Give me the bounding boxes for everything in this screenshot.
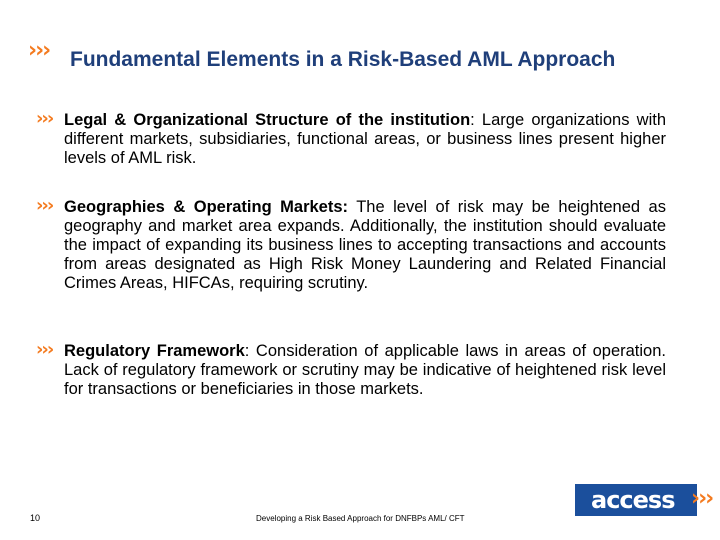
slide-title: Fundamental Elements in a Risk-Based AML Approach [70,48,616,71]
chevrons-icon: ››› [691,486,713,511]
bullet-heading: Geographies & Operating Markets: [64,198,349,216]
logo-wordmark: access [591,486,675,514]
bullet-geographies [36,195,666,293]
bullet-body: The level of risk may be heightened as geography and market area expands. Additionally, the institution should evaluate the impact of expanding its business lines to accepting transactions and accounts from areas designated as High Risk Money Laundering and Related Financial Crimes Areas, HIFCAs, requiring scrutiny. [64,198,666,292]
bullet-text [64,342,666,399]
bullet-chevrons-icon: ››› [36,339,53,360]
slide-header [28,38,708,78]
bullet-chevrons-icon: ››› [36,108,53,129]
bullet-body: : Large organizations with different markets, subsidiaries, functional areas, or business lines present higher levels of AML risk. [64,111,666,167]
bullet-heading: Regulatory Framework [64,342,245,360]
bullet-body: : Consideration of applicable laws in areas of operation. Lack of regulatory framework or scrutiny may be indicative of heightened risk level for transactions or beneficiaries in those markets. [64,342,666,398]
logo-box [575,484,697,516]
bullet-text [64,198,666,293]
page-number: 10 [30,513,41,523]
access-logo [575,484,717,516]
bullet-heading: Legal & Organizational Structure of the institution [64,111,471,129]
footer-caption: Developing a Risk Based Approach for DNFBPs AML/ CFT [256,514,465,523]
bullet-text [64,111,666,168]
bullet-legal-structure [36,108,666,168]
bullet-chevrons-icon: ››› [36,195,53,216]
chevrons-icon: ››› [28,38,50,63]
bullet-regulatory-framework [36,339,666,399]
